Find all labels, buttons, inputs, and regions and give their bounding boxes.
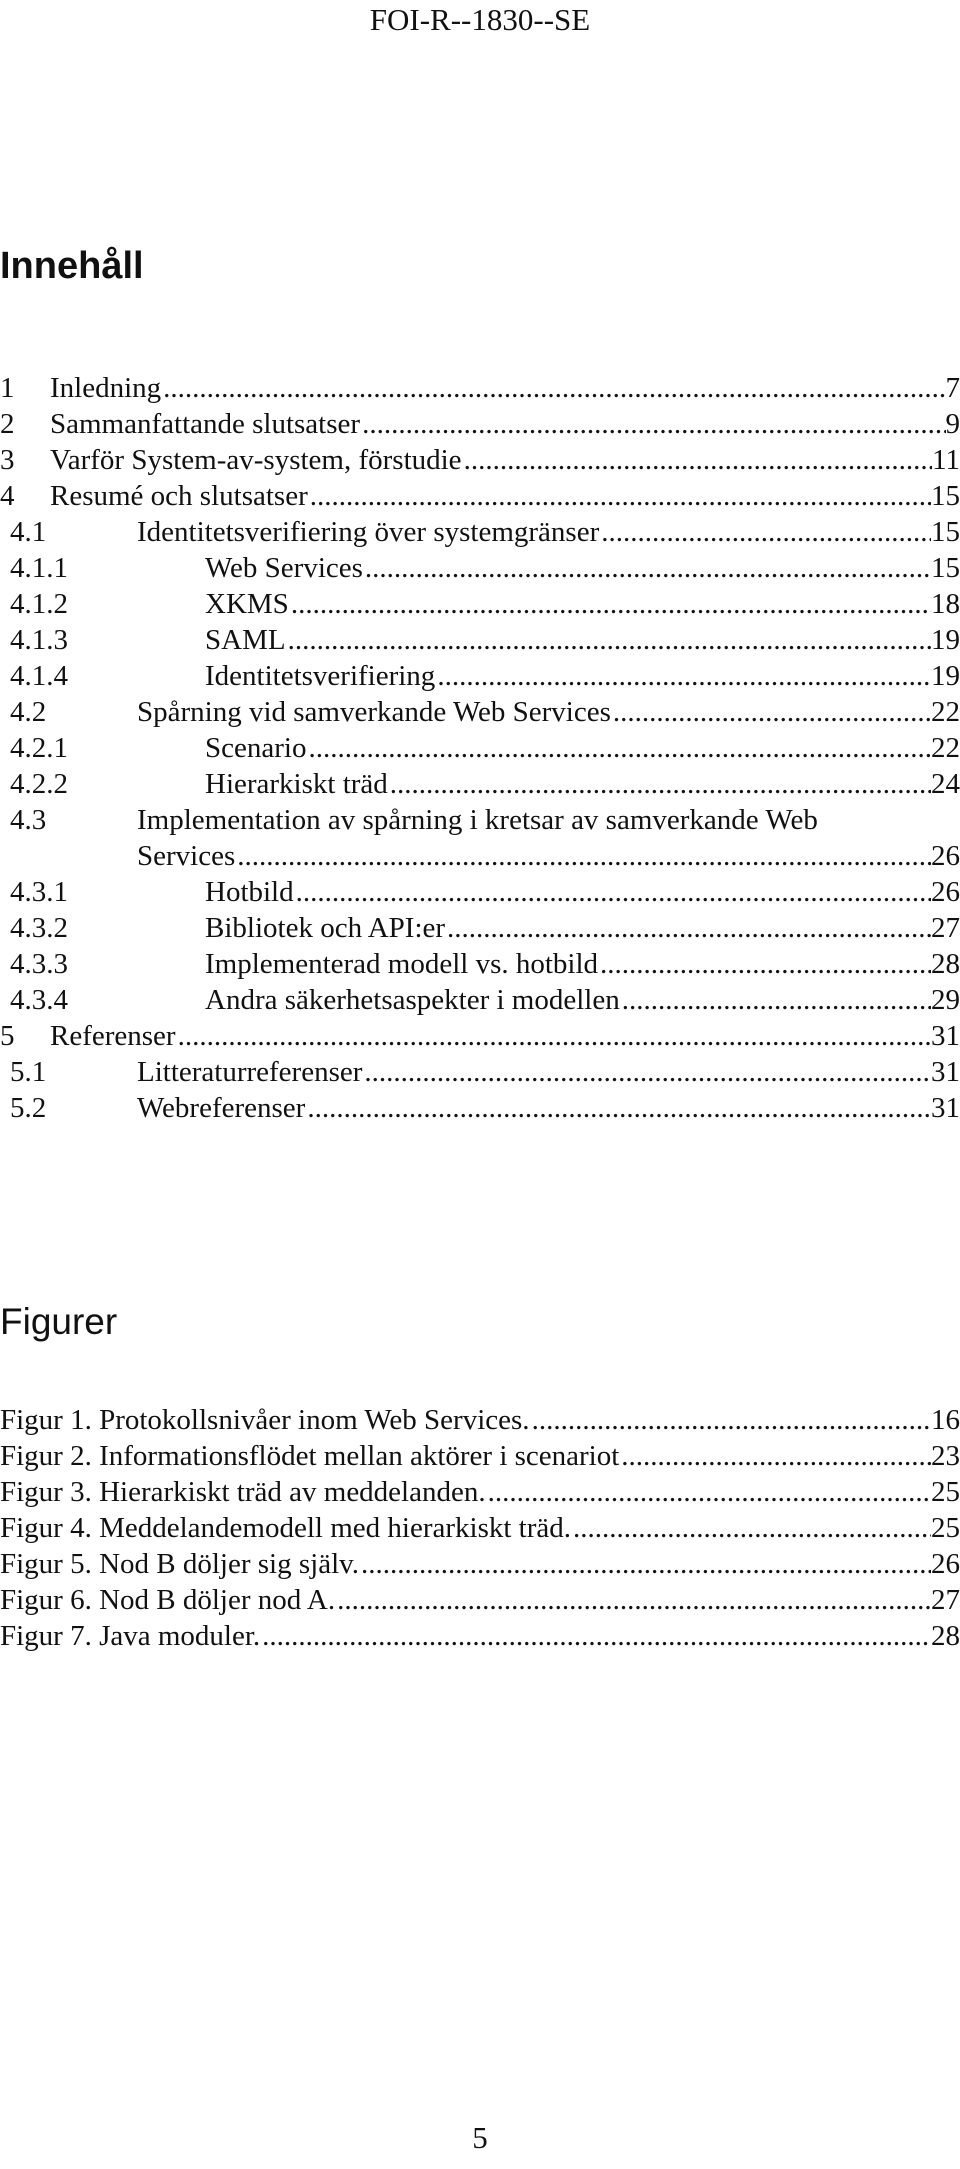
leader-dots: [362, 1054, 931, 1090]
toc-page: 18: [931, 588, 960, 620]
toc-entry-4-1[interactable]: [0, 514, 960, 550]
figure-title: Figur 5. Nod B döljer sig själv.: [0, 1548, 360, 1580]
leader-dots: [161, 370, 945, 406]
figure-page: 16: [931, 1404, 960, 1436]
toc-title: Webreferenser: [137, 1092, 306, 1124]
toc-entry-5[interactable]: [0, 1018, 960, 1054]
leader-dots: [599, 514, 931, 550]
toc-title-line1: Implementation av spårning i kretsar av samverkande Web: [137, 804, 818, 836]
leader-dots: [363, 550, 931, 586]
leader-dots: [611, 694, 931, 730]
toc-title: XKMS: [205, 588, 289, 620]
toc-page: 24: [931, 768, 960, 800]
toc-entry-5-2[interactable]: [0, 1090, 960, 1126]
toc-page: 22: [931, 732, 960, 764]
toc-number: 4.3.1: [10, 876, 68, 908]
document-id: FOI-R--1830--SE: [369, 2, 591, 37]
leader-dots: [305, 1090, 931, 1126]
toc-entry-4-1-4[interactable]: [0, 658, 960, 694]
contents-heading: Innehåll: [0, 245, 144, 287]
toc-page: 31: [931, 1020, 960, 1052]
toc-number: 4: [0, 480, 15, 512]
toc-title: Hierarkiskt träd: [205, 768, 388, 800]
toc-title: Bibliotek och API:er: [205, 912, 446, 944]
toc-title: Spårning vid samverkande Web Services: [137, 696, 611, 728]
toc-title: Implementerad modell vs. hotbild: [205, 948, 599, 980]
toc-title: Varför System-av-system, förstudie: [50, 444, 462, 476]
toc-page: 19: [931, 624, 960, 656]
toc-entry-4-1-3[interactable]: [0, 622, 960, 658]
leader-dots: [445, 910, 931, 946]
toc-entry-4-3-3[interactable]: [0, 946, 960, 982]
toc-page: 29: [931, 984, 960, 1016]
toc-number: 4.1.4: [10, 660, 68, 692]
figure-page: 25: [931, 1476, 960, 1508]
toc-number: 4.3.4: [10, 984, 68, 1016]
toc-page: 11: [932, 444, 960, 476]
figure-page: 25: [931, 1512, 960, 1544]
toc-page: 31: [931, 1092, 960, 1124]
figure-entry-4[interactable]: [0, 1510, 960, 1546]
toc-number: 4.3.3: [10, 948, 68, 980]
toc-page: 15: [931, 516, 960, 548]
toc-entry-4-3-4[interactable]: [0, 982, 960, 1018]
toc-page: 28: [931, 948, 960, 980]
figure-title: Figur 6. Nod B döljer nod A.: [0, 1584, 336, 1616]
toc-page: 31: [931, 1056, 960, 1088]
toc-number: 4.1: [10, 516, 47, 548]
toc-number: 4.3.2: [10, 912, 68, 944]
toc-page: 27: [931, 912, 960, 944]
figure-entry-1[interactable]: [0, 1402, 960, 1438]
leader-dots: [620, 982, 931, 1018]
leader-dots: [435, 658, 931, 694]
toc-number: 4.3: [10, 804, 47, 836]
leader-dots: [286, 622, 931, 658]
toc-entry-5-1[interactable]: [0, 1054, 960, 1090]
leader-dots: [388, 766, 931, 802]
toc-number: 5: [0, 1020, 15, 1052]
toc-entry-4-2-2[interactable]: [0, 766, 960, 802]
leader-dots: [598, 946, 931, 982]
leader-dots: [619, 1438, 931, 1474]
toc-number: 4.1.1: [10, 552, 68, 584]
toc-entry-4-1-2[interactable]: [0, 586, 960, 622]
figures-heading: Figurer: [0, 1301, 118, 1342]
toc-page: 22: [931, 696, 960, 728]
figure-page: 28: [931, 1620, 960, 1652]
leader-dots: [294, 874, 931, 910]
toc-number: 4.2.2: [10, 768, 68, 800]
toc-entry-4-3-line1[interactable]: [0, 802, 960, 838]
toc-entry-4-3-1[interactable]: [0, 874, 960, 910]
toc-number: 4.2.1: [10, 732, 68, 764]
toc-number: 2: [0, 408, 15, 440]
toc-title: Inledning: [50, 372, 162, 404]
figure-title: Figur 4. Meddelandemodell med hierarkiskt träd.: [0, 1512, 571, 1544]
figure-title: Figur 7. Java moduler.: [0, 1620, 261, 1652]
figure-page: 26: [931, 1548, 960, 1580]
toc-number: 4.2: [10, 696, 47, 728]
leader-dots: [359, 1546, 931, 1582]
toc-entry-3[interactable]: [0, 442, 960, 478]
toc-entry-4-3-2[interactable]: [0, 910, 960, 946]
toc-page: 26: [931, 876, 960, 908]
leader-dots: [176, 1018, 931, 1054]
figure-entry-6[interactable]: [0, 1582, 960, 1618]
figure-entry-7[interactable]: [0, 1618, 960, 1654]
figure-title: Figur 2. Informationsflödet mellan aktörer i scenariot: [0, 1440, 620, 1472]
figure-title: Figur 1. Protokollsnivåer inom Web Services.: [0, 1404, 530, 1436]
leader-dots: [235, 838, 931, 874]
leader-dots: [306, 730, 931, 766]
toc-number: 4.1.2: [10, 588, 68, 620]
toc-entry-4-3-line2[interactable]: [0, 838, 960, 874]
toc-entry-4-1-1[interactable]: [0, 550, 960, 586]
toc-title: Andra säkerhetsaspekter i modellen: [205, 984, 620, 1016]
leader-dots: [530, 1402, 931, 1438]
toc-title: Identitetsverifiering: [205, 660, 436, 692]
leader-dots: [308, 478, 931, 514]
toc-title: Scenario: [205, 732, 307, 764]
figure-entry-5[interactable]: [0, 1546, 960, 1582]
toc-number: 3: [0, 444, 15, 476]
page-number: 5: [472, 2120, 488, 2155]
toc-number: 5.1: [10, 1056, 47, 1088]
toc-page: 15: [931, 552, 960, 584]
figure-page: 23: [931, 1440, 960, 1472]
toc-number: 4.1.3: [10, 624, 68, 656]
toc-page: 9: [945, 408, 960, 440]
leader-dots: [360, 406, 945, 442]
toc-entry-2[interactable]: [0, 406, 960, 442]
toc-title: Sammanfattande slutsatser: [50, 408, 361, 440]
toc-title: Web Services: [205, 552, 363, 584]
toc-entry-1[interactable]: [0, 370, 960, 406]
toc-title: Litteraturreferenser: [137, 1056, 363, 1088]
toc-page: 19: [931, 660, 960, 692]
figure-entry-3[interactable]: [0, 1474, 960, 1510]
leader-dots: [335, 1582, 931, 1618]
figure-page: 27: [931, 1584, 960, 1616]
toc-title: Identitetsverifiering över systemgränser: [137, 516, 600, 548]
toc-title: Referenser: [50, 1020, 176, 1052]
leader-dots: [260, 1618, 931, 1654]
figure-entry-2[interactable]: [0, 1438, 960, 1474]
toc-title: SAML: [205, 624, 286, 656]
leader-dots: [289, 586, 931, 622]
leader-dots: [486, 1474, 931, 1510]
leader-dots: [462, 442, 933, 478]
toc-entry-4-2-1[interactable]: [0, 730, 960, 766]
toc-page: 7: [945, 372, 960, 404]
toc-page: 15: [931, 480, 960, 512]
toc-number: 5.2: [10, 1092, 47, 1124]
toc-number: 1: [0, 372, 15, 404]
toc-entry-4-2[interactable]: [0, 694, 960, 730]
leader-dots: [571, 1510, 931, 1546]
toc-page: 26: [931, 840, 960, 872]
toc-title: Resumé och slutsatser: [50, 480, 308, 512]
toc-title: Hotbild: [205, 876, 294, 908]
toc-title: Services: [137, 840, 236, 872]
figure-title: Figur 3. Hierarkiskt träd av meddelanden.: [0, 1476, 486, 1508]
toc-entry-4[interactable]: [0, 478, 960, 514]
